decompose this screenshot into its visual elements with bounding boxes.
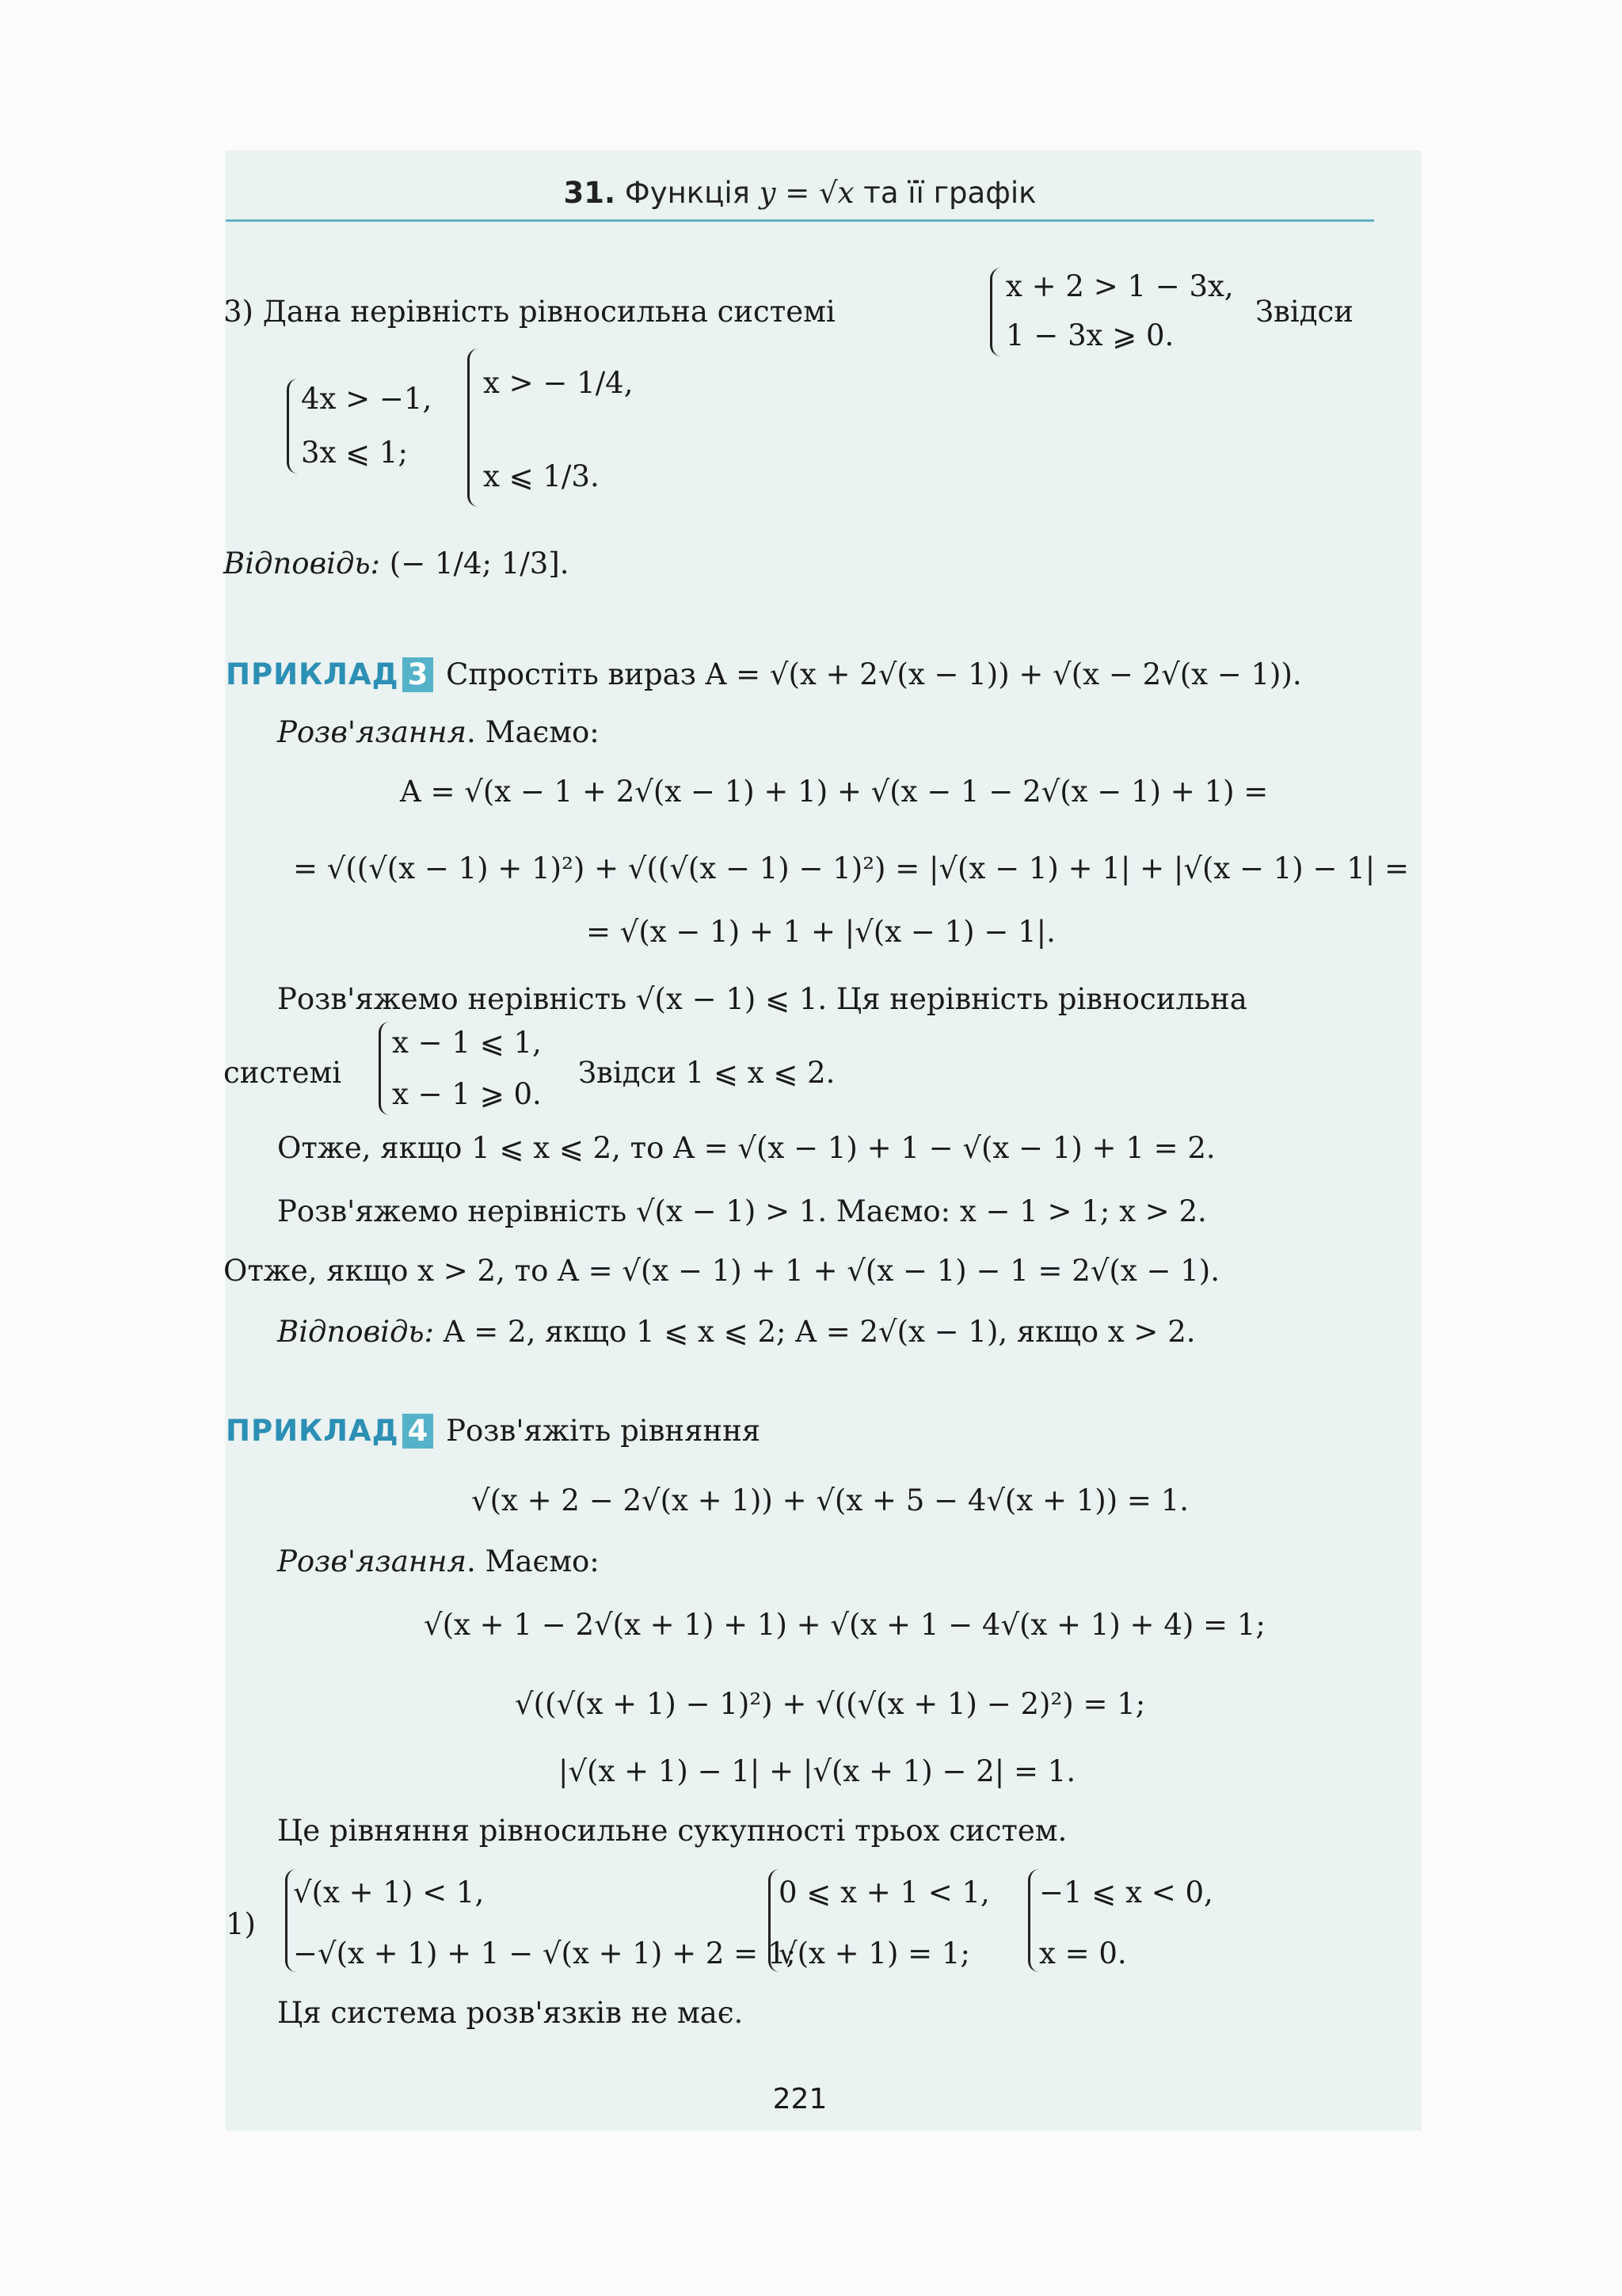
brace [287, 379, 302, 474]
page-number: 221 [772, 2083, 828, 2115]
equation-line: |√(x + 1) − 1| + |√(x + 1) − 2| = 1. [558, 1754, 1076, 1788]
system-line: 0 ⩽ x + 1 < 1, [779, 1875, 990, 1910]
equation-line: = √(x − 1) + 1 + |√(x − 1) − 1|. [586, 915, 1056, 949]
system-line: −1 ⩽ x < 0, [1039, 1875, 1213, 1910]
system-line: √(x + 1) < 1, [293, 1875, 485, 1910]
example-4-heading: ПРИКЛАД 4 Розв'яжіть рівняння [226, 1414, 761, 1448]
system-line: 1 − 3x ⩾ 0. [1006, 318, 1175, 352]
system-line: x + 2 > 1 − 3x, [1006, 269, 1234, 303]
system-line: x ⩽ 1/3. [483, 459, 600, 493]
answer-1: Відповідь: (− 1/4; 1/3]. [223, 546, 569, 581]
paragraph: системі [223, 1056, 342, 1090]
header-rule [226, 219, 1374, 222]
case-number: 1) [226, 1907, 256, 1941]
example-3-heading: ПРИКЛАД 3 Спростіть вираз A = √(x + 2√(x − 1)) + √(x − 2√(x − 1)). [226, 657, 1302, 691]
then-word: Звідси [1255, 295, 1354, 329]
system-line: 3x ⩽ 1; [301, 436, 408, 470]
item-3-text: 3) Дана нерівність рівносильна системі [223, 295, 836, 329]
system-line: x − 1 ⩽ 1, [392, 1026, 542, 1060]
equation-line: A = √(x − 1 + 2√(x − 1) + 1) + √(x − 1 − 2√(x − 1) + 1) = [400, 775, 1269, 809]
paragraph: Розв'яжемо нерівність √(x − 1) ⩽ 1. Ця нерівність рівносильна [277, 982, 1247, 1016]
system-line: √(x + 1) = 1; [779, 1936, 970, 1970]
running-header: 31. Функція y = √x та її графік [563, 176, 1037, 210]
paragraph: Отже, якщо 1 ⩽ x ⩽ 2, то A = √(x − 1) + 1 − √(x − 1) + 1 = 2. [277, 1131, 1216, 1165]
paragraph: Ця система розв'язків не має. [277, 1996, 744, 2030]
system-line: −√(x + 1) + 1 − √(x + 1) + 2 = 1; [293, 1936, 796, 1970]
paragraph: Звідси 1 ⩽ x ⩽ 2. [578, 1056, 836, 1090]
equation-line: √((√(x + 1) − 1)²) + √((√(x + 1) − 2)²) = 1; [515, 1687, 1146, 1721]
equation-line: √(x + 2 − 2√(x + 1)) + √(x + 5 − 4√(x + 1)) = 1. [471, 1483, 1189, 1517]
equation-line: √(x + 1 − 2√(x + 1) + 1) + √(x + 1 − 4√(x + 1) + 4) = 1; [424, 1608, 1266, 1642]
solution-label: Розв'язання. Маємо: [277, 1544, 600, 1578]
system-line: x > − 1/4, [483, 366, 634, 400]
solution-label: Розв'язання. Маємо: [277, 715, 600, 749]
paragraph: Отже, якщо x > 2, то A = √(x − 1) + 1 + √(x − 1) − 1 = 2√(x − 1). [223, 1254, 1220, 1288]
equation-line: = √((√(x − 1) + 1)²) + √((√(x − 1) − 1)²) = |√(x − 1) + 1| + |√(x − 1) − 1| = [293, 851, 1410, 885]
paragraph: Розв'яжемо нерівність √(x − 1) > 1. Маємо: x − 1 > 1; x > 2. [277, 1194, 1207, 1228]
answer-2: Відповідь: A = 2, якщо 1 ⩽ x ⩽ 2; A = 2√(x − 1), якщо x > 2. [277, 1315, 1196, 1349]
system-line: x − 1 ⩾ 0. [392, 1077, 542, 1111]
system-line: 4x > −1, [301, 382, 432, 416]
brace [467, 348, 482, 507]
brace [990, 268, 1005, 356]
system-line: x = 0. [1039, 1936, 1127, 1970]
paragraph: Це рівняння рівносильне сукупності трьох систем. [277, 1814, 1068, 1848]
